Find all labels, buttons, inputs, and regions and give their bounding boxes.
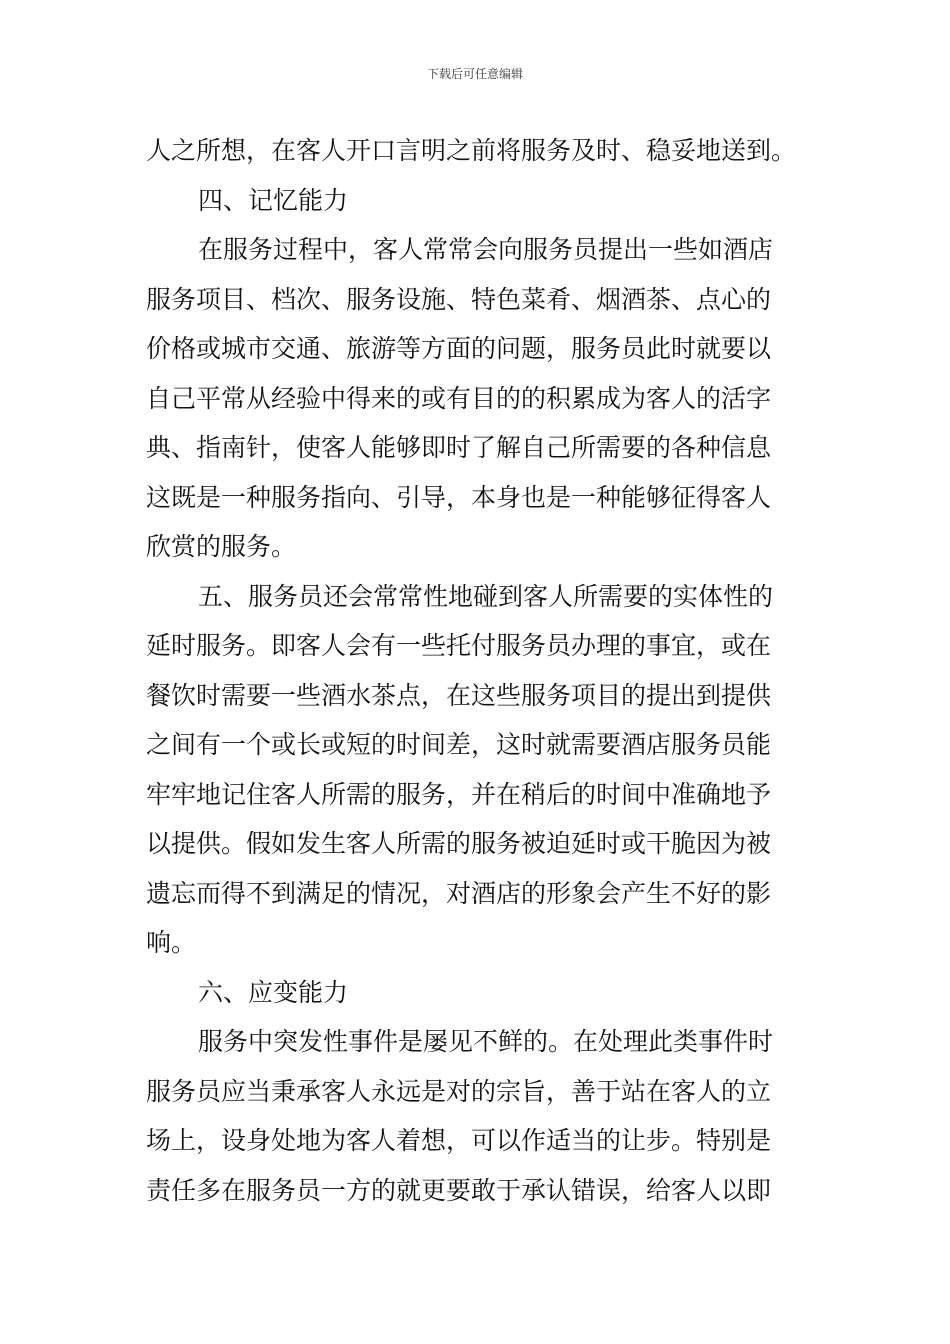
text-line: 价格或城市交通、旅游等方面的问题，服务员此时就要以 bbox=[146, 334, 772, 363]
text-line: 服务中突发性事件是屡见不鲜的。在处理此类事件时 bbox=[198, 1027, 774, 1056]
text-line: 在服务过程中，客人常常会向服务员提出一些如酒店 bbox=[198, 235, 774, 264]
text-line: 场上，设身处地为客人着想，可以作适当的让步。特别是 bbox=[146, 1126, 772, 1155]
text-line: 欣赏的服务。 bbox=[146, 532, 297, 561]
text-line: 延时服务。即客人会有一些托付服务员办理的事宜，或在 bbox=[146, 631, 772, 660]
text-line: 人之所想，在客人开口言明之前将服务及时、稳妥地送到。 bbox=[146, 136, 797, 165]
text-line: 牢牢地记住客人所需的服务，并在稍后的时间中准确地予 bbox=[146, 779, 772, 809]
text-line: 服务项目、档次、服务设施、特色菜肴、烟酒茶、点心的 bbox=[146, 284, 772, 314]
text-line: 六、应变能力 bbox=[198, 977, 349, 1007]
text-line: 遗忘而得不到满足的情况，对酒店的形象会产生不好的影 bbox=[146, 878, 772, 908]
text-line: 责任多在服务员一方的就更要敢于承认错误，给客人以即 bbox=[146, 1175, 772, 1205]
text-line: 响。 bbox=[146, 928, 197, 957]
text-line: 五、服务员还会常常性地碰到客人所需要的实体性的 bbox=[198, 581, 774, 611]
text-line: 服务员应当秉承客人永远是对的宗旨，善于站在客人的立 bbox=[146, 1076, 772, 1106]
text-line: 以提供。假如发生客人所需的服务被迫延时或干脆因为被 bbox=[146, 829, 772, 858]
text-line: 餐饮时需要一些酒水茶点，在这些服务项目的提出到提供 bbox=[146, 680, 772, 710]
text-line: 四、记忆能力 bbox=[198, 185, 349, 215]
text-line: 这既是一种服务指向、引导，本身也是一种能够征得客人 bbox=[146, 482, 772, 512]
document-body bbox=[146, 126, 808, 1215]
text-line: 典、指南针，使客人能够即时了解自己所需要的各种信息 bbox=[146, 433, 772, 462]
text-line: 自己平常从经验中得来的或有目的的积累成为客人的活字 bbox=[146, 383, 772, 413]
text-line: 之间有一个或长或短的时间差，这时就需要酒店服务员能 bbox=[146, 730, 772, 759]
page-header: 下载后可任意编辑 bbox=[426, 67, 523, 81]
